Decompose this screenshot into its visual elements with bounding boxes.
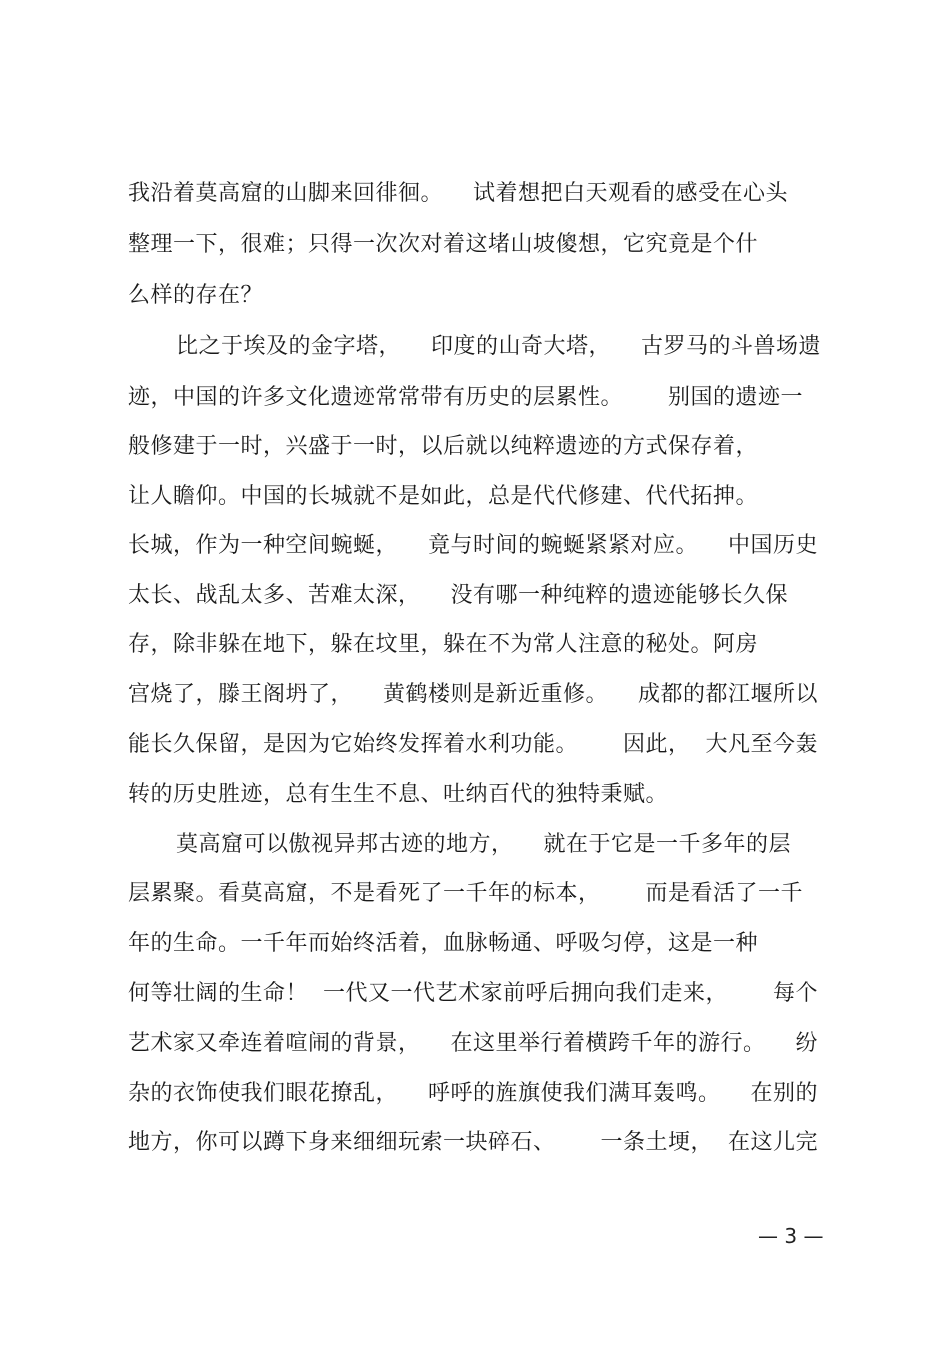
- text-line-5: 迹，中国的许多文化遗迹常常带有历史的层累性。 别国的遗迹一: [128, 385, 803, 410]
- text-line-10: 存，除非躲在地下，躲在坟里，躲在不为常人注意的秘处。阿房: [128, 632, 759, 657]
- text-line-9: 太长、战乱太多、苦难太深， 没有哪一种纯粹的遗迹能够长久保: [128, 583, 788, 608]
- text-line-2: 整理一下，很难；只得一次次对着这堵山坡傻想，它究竟是个什: [128, 232, 759, 257]
- text-line-8: 长城，作为一种空间蜿蜒， 竟与时间的蜿蜒紧紧对应。 中国历史: [128, 533, 818, 558]
- text-line-15: 层累聚。看莫高窟，不是看死了一千年的标本， 而是看活了一千: [128, 881, 803, 906]
- text-line-12: 能长久保留，是因为它始终发挥着水利功能。 因此， 大凡至今轰: [128, 732, 818, 757]
- text-line-13: 转的历史胜迹，总有生生不息、吐纳百代的独特秉赋。: [128, 782, 669, 807]
- text-line-17: 何等壮阔的生命！ 一代又一代艺术家前呼后拥向我们走来， 每个: [128, 981, 818, 1006]
- text-line-16: 年的生命。一千年而始终活着，血脉畅通、呼吸匀停，这是一种: [128, 931, 759, 956]
- text-line-20: 地方，你可以蹲下身来细细玩索一块碎石、 一条土埂， 在这儿完: [128, 1130, 818, 1155]
- text-line-6: 般修建于一时，兴盛于一时，以后就以纯粹遗迹的方式保存着，: [128, 434, 759, 459]
- text-line-1: 我沿着莫高窟的山脚来回徘徊。 试着想把白天观看的感受在心头: [128, 181, 788, 206]
- text-line-11: 宫烧了，滕王阁坍了， 黄鹤楼则是新近重修。 成都的都江堰所以: [128, 682, 818, 707]
- text-line-7: 让人瞻仰。中国的长城就不是如此，总是代代修建、代代拓抻。: [128, 484, 759, 509]
- text-line-18: 艺术家又牵连着喧闹的背景， 在这里举行着横跨千年的游行。 纷: [128, 1031, 818, 1056]
- text-line-3: 么样的存在？: [128, 283, 264, 308]
- page-number: — 3 —: [758, 1224, 824, 1248]
- text-line-19: 杂的衣饰使我们眼花撩乱， 呼呼的旌旗使我们满耳轰鸣。 在别的: [128, 1081, 818, 1106]
- text-line-14: 莫高窟可以傲视异邦古迹的地方， 就在于它是一千多年的层: [176, 832, 791, 857]
- text-line-4: 比之于埃及的金字塔， 印度的山奇大塔， 古罗马的斗兽场遗: [176, 334, 821, 359]
